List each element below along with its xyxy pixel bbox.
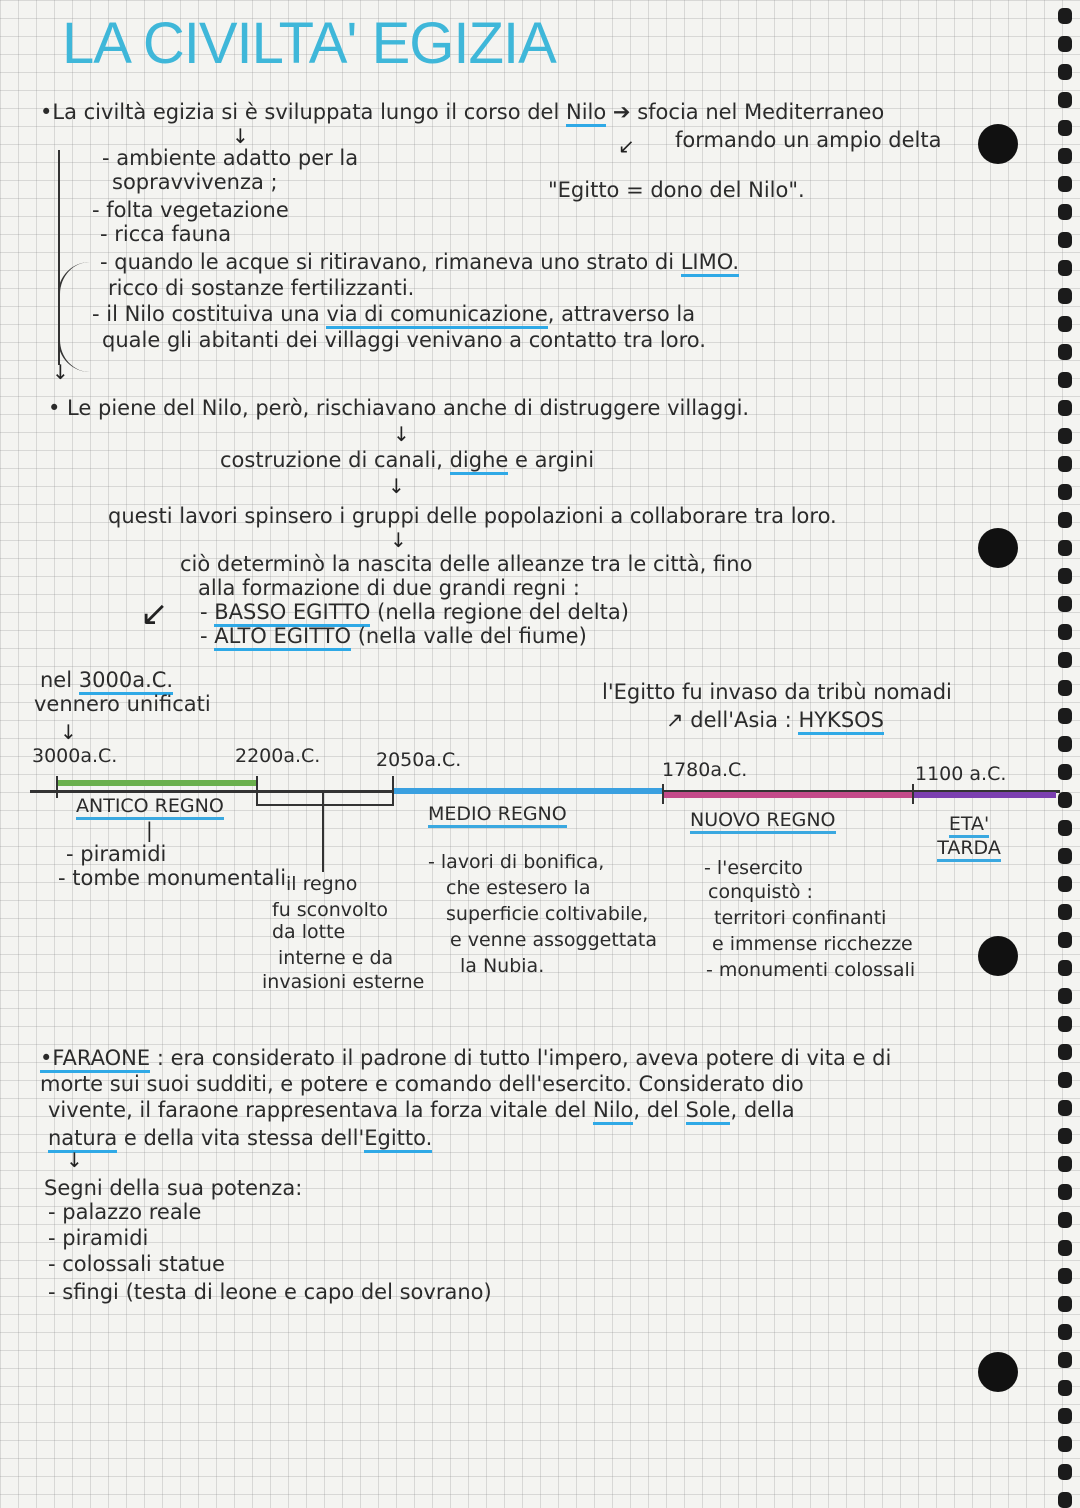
spiral-ring (1058, 848, 1072, 864)
faraone-text-1: : era considerato il padrone di tutto l'impero, aveva potere di vita e di (156, 1046, 892, 1070)
spiral-ring (1058, 596, 1072, 612)
binder-hole (978, 936, 1018, 976)
faraone-text-3a: vivente, il faraone rappresentava la forza vitale del (48, 1098, 587, 1122)
arrow-down-icon: ↓ (232, 124, 249, 148)
alto-note: (nella valle del fiume) (357, 624, 587, 648)
faraone-egitto: Egitto. (364, 1126, 432, 1153)
spiral-ring (1058, 148, 1072, 164)
basso-keyword: BASSO EGITTO (214, 600, 370, 627)
spiral-ring (1058, 316, 1072, 332)
binder-hole (978, 528, 1018, 568)
spiral-ring (1058, 680, 1072, 696)
faraone-line-4 (48, 1126, 432, 1150)
medio-note: la Nubia. (460, 955, 545, 977)
unification-line-2: vennero unificati (34, 692, 211, 716)
arrow-down-left-icon: ↙ (140, 594, 169, 634)
hyksos-line-2 (666, 708, 884, 732)
timeline-tick (392, 776, 394, 806)
timeline-segment-antico (58, 780, 256, 786)
page-title: LA CIVILTA' EGIZIA (62, 11, 556, 76)
arrow-down-icon: ↙ (618, 134, 635, 158)
intro-line-1-text: •La civiltà egizia si è sviluppata lungo il corso del (40, 100, 560, 124)
arrow-down-icon: ↓ (52, 360, 69, 384)
piene-line-4: ciò determinò la nascita delle alleanze tra le città, fino (180, 552, 753, 576)
timeline-segment-medio (392, 788, 662, 794)
binder-hole (978, 1352, 1018, 1392)
hyksos-line-1: l'Egitto fu invaso da tribù nomadi (602, 680, 952, 704)
spiral-ring (1058, 232, 1072, 248)
spiral-ring (1058, 1352, 1072, 1368)
arrow-down-icon: ↓ (390, 528, 407, 552)
segni-heading: Segni della sua potenza: (44, 1176, 303, 1200)
faraone-text-3b: , del (633, 1098, 679, 1122)
timeline-tick (56, 776, 58, 798)
dighe-keyword: dighe (450, 448, 509, 475)
spiral-ring (1058, 652, 1072, 668)
intro-line-1-b: sfocia nel Mediterraneo (637, 100, 885, 124)
basso-egitto: - BASSO EGITTO (nella regione del delta) (200, 600, 629, 624)
segni-item: - sfingi (testa di leone e capo del sovrano) (48, 1280, 492, 1304)
limo-text: - quando le acque si ritiravano, rimaneva uno strato di (100, 250, 675, 274)
spiral-ring (1058, 1016, 1072, 1032)
faraone-nilo: Nilo (593, 1098, 633, 1125)
spiral-ring (1058, 288, 1072, 304)
spiral-ring (1058, 1436, 1072, 1452)
timeline-date: 2200a.C. (235, 745, 321, 767)
spiral-ring (1058, 568, 1072, 584)
spiral-ring (1058, 624, 1072, 640)
spiral-ring (1058, 1100, 1072, 1116)
unification-line-1 (40, 668, 173, 692)
via-text: - il Nilo costituiva una (92, 302, 320, 326)
spiral-ring (1058, 792, 1072, 808)
crisi-note: interne e da (278, 947, 394, 969)
timeline-tick (256, 776, 258, 806)
spiral-ring (1058, 1072, 1072, 1088)
alto-egitto: - ALTO EGITTO (nella valle del fiume) (200, 624, 587, 648)
antico-note: - piramidi (66, 842, 167, 866)
spiral-ring (1058, 960, 1072, 976)
spiral-ring (1058, 1380, 1072, 1396)
faraone-text-3c: , della (730, 1098, 795, 1122)
timeline-segment-nuovo (664, 792, 914, 798)
spiral-ring (1058, 764, 1072, 780)
faraone-line-1 (40, 1046, 891, 1070)
unification-text: nel (40, 668, 73, 692)
spiral-ring (1058, 120, 1072, 136)
spiral-ring (1058, 736, 1072, 752)
medio-note: - lavori di bonifica, (428, 851, 605, 873)
via-keyword: via di comunicazione (326, 302, 547, 329)
spiral-ring (1058, 932, 1072, 948)
binder-hole (978, 124, 1018, 164)
timeline-date: 2050a.C. (376, 749, 462, 771)
intro-list-item: sopravvivenza ; (112, 170, 278, 194)
segni-item: - piramidi (48, 1226, 149, 1250)
arrow-down-icon: | (146, 818, 153, 842)
medio-note: superficie coltivabile, (446, 903, 649, 925)
medio-note: e venne assoggettata (450, 929, 657, 951)
piene-line-5: alla formazione di due grandi regni : (198, 576, 580, 600)
timeline-date: 1100 a.C. (915, 763, 1007, 785)
intro-list-item-limo (100, 250, 739, 274)
faraone-label: •FARAONE (40, 1046, 150, 1073)
spiral-ring (1058, 988, 1072, 1004)
arrow-down-icon: ↓ (60, 720, 77, 744)
spiral-ring (1058, 512, 1072, 528)
arrow-down-icon: ↓ (388, 474, 405, 498)
medio-note: che estesero la (446, 877, 591, 899)
spiral-ring (1058, 400, 1072, 416)
spiral-ring (1058, 1268, 1072, 1284)
spiral-ring (1058, 876, 1072, 892)
spiral-ring (1058, 540, 1072, 556)
crisi-note: invasioni esterne (262, 971, 425, 993)
spiral-ring (1058, 8, 1072, 24)
intro-list-item: - folta vegetazione (92, 198, 289, 222)
intro-line-1 (40, 100, 884, 124)
spiral-ring (1058, 92, 1072, 108)
intro-list-item: ricco di sostanze fertilizzanti. (108, 276, 415, 300)
intro-line-2: formando un ampio delta (675, 128, 942, 152)
spiral-ring (1058, 708, 1072, 724)
via-after: , attraverso la (547, 302, 696, 326)
piene-line-2-a: costruzione di canali, (220, 448, 443, 472)
intro-list-item-via (92, 302, 695, 326)
spiral-ring (1058, 1128, 1072, 1144)
timeline-date: 3000a.C. (32, 745, 118, 767)
piene-line-3: questi lavori spinsero i gruppi delle popolazioni a collaborare tra loro. (108, 504, 837, 528)
arrow-right-icon: ➔ (612, 100, 631, 124)
nuovo-note: e immense ricchezze (712, 933, 913, 955)
intro-list-item: - ambiente adatto per la (102, 146, 359, 170)
tarda-label: ETA' TARDA (937, 813, 1001, 862)
bracket (58, 262, 90, 372)
piene-line-1: • Le piene del Nilo, però, rischiavano anche di distruggere villaggi. (48, 396, 750, 420)
quote-egitto: "Egitto = dono del Nilo". (548, 178, 805, 202)
faraone-sole: Sole (686, 1098, 731, 1125)
nuovo-note: territori confinanti (714, 907, 887, 929)
hyksos-keyword: HYKSOS (798, 708, 884, 735)
period-nuovo-regno (690, 808, 836, 832)
period-antico-regno (76, 794, 224, 818)
segni-item: - palazzo reale (48, 1200, 202, 1224)
spiral-ring (1058, 1044, 1072, 1060)
spiral-ring (1058, 1156, 1072, 1172)
timeline-date: 1780a.C. (662, 759, 748, 781)
crisi-note: il regno (286, 873, 358, 895)
antico-note: - tombe monumentali (58, 866, 287, 890)
timeline-tick (662, 784, 664, 804)
arrow-up-icon: ↗ (666, 708, 684, 732)
spiral-ring (1058, 1324, 1072, 1340)
nilo-keyword: Nilo (566, 100, 606, 127)
nuovo-note: - l'esercito (704, 857, 803, 879)
spiral-ring (1058, 904, 1072, 920)
nuovo-note: conquistò : (708, 881, 813, 903)
alto-keyword: ALTO EGITTO (214, 624, 351, 651)
hyksos-text: dell'Asia : (690, 708, 792, 732)
spiral-ring (1058, 372, 1072, 388)
spiral-ring (1058, 176, 1072, 192)
spiral-ring (1058, 260, 1072, 276)
crisi-note: fu sconvolto (272, 899, 389, 921)
faraone-text-4b: e della vita stessa dell' (123, 1126, 365, 1150)
basso-note: (nella regione del delta) (377, 600, 629, 624)
nuovo-label: NUOVO REGNO (690, 809, 836, 834)
period-eta-tarda (934, 812, 1004, 860)
spiral-ring (1058, 204, 1072, 220)
arrow-down-icon: ↓ (66, 1148, 83, 1172)
unification-year: 3000a.C. (79, 668, 173, 695)
faraone-line-3 (48, 1098, 795, 1122)
spiral-ring (1058, 1464, 1072, 1480)
timeline-tick (912, 784, 914, 804)
medio-label: MEDIO REGNO (428, 803, 567, 828)
spiral-ring (1058, 484, 1072, 500)
spiral-ring (1058, 1408, 1072, 1424)
spiral-ring (1058, 36, 1072, 52)
timeline-segment-tarda (914, 792, 1056, 798)
spiral-ring (1058, 820, 1072, 836)
nuovo-note: - monumenti colossali (706, 959, 916, 981)
piene-line-2-b: e argini (515, 448, 595, 472)
spiral-ring (1058, 1184, 1072, 1200)
intro-list-item: - ricca fauna (100, 222, 232, 246)
antico-label: ANTICO REGNO (76, 795, 224, 820)
spiral-ring (1058, 1296, 1072, 1312)
spiral-ring (1058, 428, 1072, 444)
piene-line-2 (220, 448, 594, 472)
limo-keyword: LIMO. (681, 250, 739, 277)
crisi-note: da lotte (272, 921, 346, 943)
spiral-ring (1058, 1240, 1072, 1256)
spiral-ring (1058, 1492, 1072, 1508)
spiral-ring (1058, 64, 1072, 80)
period-medio-regno (428, 802, 567, 826)
faraone-line-2: morte sui suoi sudditi, e potere e comando dell'esercito. Considerato dio (40, 1072, 804, 1096)
spiral-ring (1058, 456, 1072, 472)
arrow-down-icon: ↓ (393, 422, 410, 446)
connector-line (58, 150, 60, 365)
intro-list-item: quale gli abitanti dei villaggi venivano a contatto tra loro. (102, 328, 706, 352)
spiral-ring (1058, 1212, 1072, 1228)
crisis-bracket (256, 804, 392, 806)
faraone-natura: natura (48, 1126, 117, 1153)
segni-item: - colossali statue (48, 1252, 225, 1276)
spiral-ring (1058, 344, 1072, 360)
